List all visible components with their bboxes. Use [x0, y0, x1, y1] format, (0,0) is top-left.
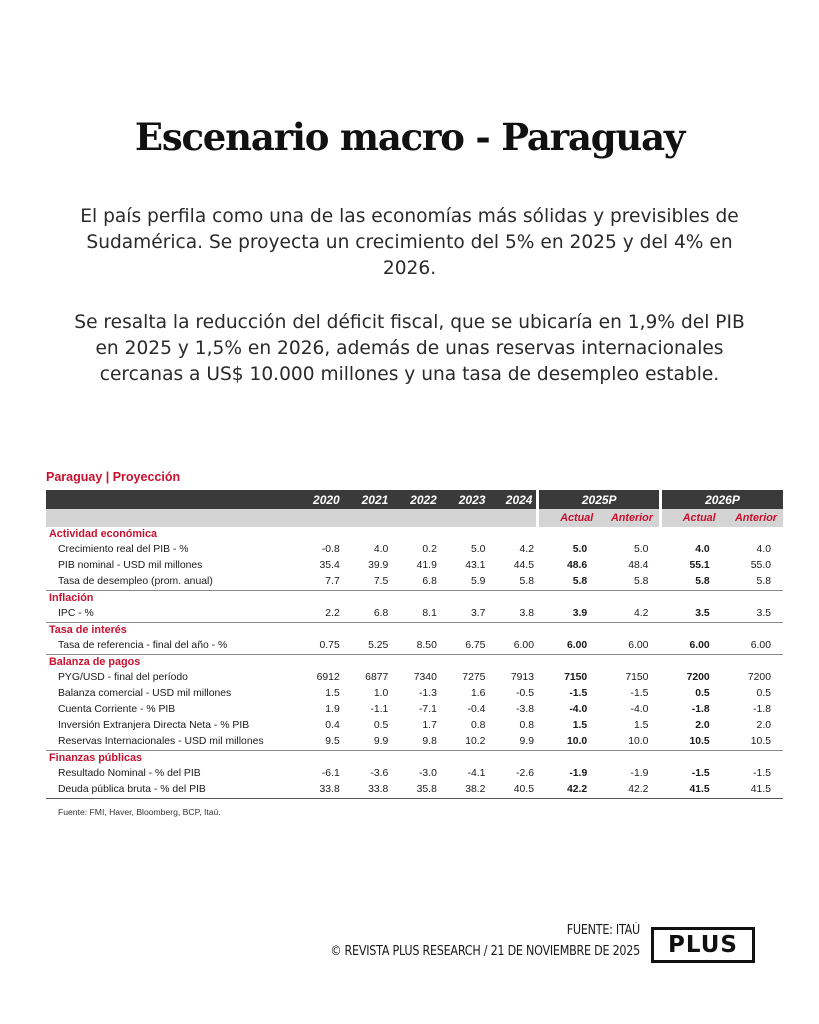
row-value: 6.00	[513, 640, 534, 651]
row-value: 6.8	[373, 608, 389, 619]
row-value: 7.5	[373, 576, 389, 587]
row-value: 48.6	[566, 560, 588, 571]
row-value: -1.8	[753, 704, 771, 715]
row-value: 4.0	[756, 544, 771, 555]
row-value: 0.2	[422, 544, 437, 555]
row-label: Deuda pública bruta - % del PIB	[46, 782, 295, 799]
row-value: 1.7	[422, 720, 437, 731]
row-value: 43.1	[465, 560, 486, 571]
table-source-note: Fuente: FMI, Haver, Bloomberg, BCP, Itaú.	[58, 807, 221, 817]
row-value: 4.0	[373, 544, 389, 555]
row-value: -1.8	[691, 704, 710, 715]
row-value: 0.5	[756, 688, 771, 699]
footer-source: FUENTE: ITAÚ	[566, 923, 640, 938]
row-value: 55.1	[689, 560, 710, 571]
row-value: 3.8	[519, 608, 534, 619]
intro-paragraph: El país perfila como una de las economías más sólidas y previsibles de Sudamérica. Se proyecta un crecimiento del 5% en 2025 y del 4% en 2026.	[80, 206, 739, 279]
row-value: 9.9	[519, 736, 534, 747]
row-value: 9.5	[325, 736, 340, 747]
row-value: 1.5	[634, 720, 649, 731]
row-value: 3.7	[470, 608, 486, 619]
section-name: Tasa de interés	[46, 623, 783, 639]
row-value: -1.5	[753, 768, 771, 779]
table-row	[46, 558, 783, 574]
row-label: PIB nominal - USD mil millones	[58, 560, 203, 571]
row-value: -1.3	[418, 688, 437, 699]
row-label: Tasa de referencia - final del año - %	[58, 640, 228, 651]
row-value: 33.8	[344, 782, 393, 799]
section-name: Actividad económica	[49, 528, 158, 540]
table-row	[46, 686, 783, 702]
row-value: 6877	[365, 672, 389, 683]
row-value: 1.5	[572, 720, 588, 731]
row-value: 4.2	[519, 544, 534, 555]
subheader-actual: Actual	[538, 509, 599, 527]
row-value: -3.8	[516, 704, 534, 715]
header-blank	[46, 490, 295, 509]
row-value: 1.6	[470, 688, 486, 699]
row-value: 2.2	[325, 608, 340, 619]
header-row-subheaders	[46, 509, 783, 527]
subheader-anterior: Anterior	[599, 509, 660, 527]
row-value: -3.0	[418, 768, 437, 779]
row-value: 10.0	[628, 736, 649, 747]
header-year: 2021	[344, 490, 393, 509]
fiscal-paragraph: Se resalta la reducción del déficit fiscal, que se ubicaría en 1,9% del PIB en 2025 y 1,5% en 2026, además de unas reservas internacionales cercanas a US$ 10.000 millones y una tasa de desempleo estable.	[74, 312, 745, 385]
row-value: 5.8	[695, 576, 710, 587]
row-value: 5.0	[572, 544, 588, 555]
table-title: Paraguay | Proyección	[46, 470, 181, 484]
row-value: 7200	[686, 672, 710, 683]
row-value: 41.5	[722, 782, 783, 799]
row-value: 4.0	[695, 544, 710, 555]
row-value: -0.8	[321, 544, 340, 555]
header-year: 2020	[295, 490, 344, 509]
subheader-blank	[46, 509, 538, 527]
row-value: 10.2	[465, 736, 486, 747]
table-row	[46, 670, 783, 686]
projection-table-container	[46, 490, 783, 799]
footer-credit: © REVISTA PLUS RESEARCH / 21 DE NOVIEMBRE DE 2025	[330, 944, 640, 959]
row-value: 3.5	[695, 608, 710, 619]
row-value: 6.75	[465, 640, 486, 651]
row-value: 5.8	[634, 576, 649, 587]
row-value: 6.00	[566, 640, 588, 651]
row-value: 5.0	[634, 544, 649, 555]
row-value: 41.9	[416, 560, 437, 571]
row-value: 6.00	[628, 640, 649, 651]
row-value: 8.1	[422, 608, 437, 619]
subheader-anterior: Anterior	[722, 509, 783, 527]
row-value: -6.1	[321, 768, 340, 779]
row-value: 10.5	[689, 736, 710, 747]
table-row	[46, 734, 783, 751]
row-value: 0.5	[373, 720, 389, 731]
row-label: IPC - %	[58, 608, 94, 619]
row-value: 1.0	[373, 688, 389, 699]
row-value: 44.5	[513, 560, 534, 571]
table-row	[46, 638, 783, 655]
row-value: 0.5	[695, 688, 710, 699]
row-label: Cuenta Corriente - % PIB	[58, 704, 176, 715]
row-value: 5.8	[756, 576, 771, 587]
row-value: 10.0	[566, 736, 588, 747]
row-value: 7275	[462, 672, 486, 683]
plus-logo: PLUS	[651, 927, 755, 963]
table-row	[46, 574, 783, 591]
row-value: 6.00	[750, 640, 771, 651]
table-body	[46, 527, 783, 799]
row-value: 10.5	[750, 736, 771, 747]
section-header	[46, 655, 783, 671]
row-value: 7.7	[325, 576, 340, 587]
header-year: 2023	[441, 490, 490, 509]
page-title: Escenario macro - Paraguay	[134, 115, 685, 159]
row-value: 42.2	[538, 782, 599, 799]
row-value: 39.9	[368, 560, 389, 571]
row-value: 6.8	[422, 576, 437, 587]
row-value: 1.5	[325, 688, 340, 699]
row-value: 48.4	[628, 560, 649, 571]
section-name: Finanzas públicas	[46, 751, 783, 767]
row-value: 7913	[510, 672, 534, 683]
row-value: 2.0	[695, 720, 710, 731]
row-value: 5.25	[368, 640, 389, 651]
row-value: 0.75	[319, 640, 340, 651]
projection-table	[46, 490, 783, 799]
header-year: 2022	[392, 490, 441, 509]
row-value: 4.2	[634, 608, 649, 619]
row-label: PYG/USD - final del período	[58, 672, 188, 683]
row-value: -1.1	[370, 704, 389, 715]
row-value: 40.5	[489, 782, 538, 799]
section-header	[46, 591, 783, 607]
row-label: Crecimiento real del PIB - %	[58, 544, 189, 555]
row-value: 0.8	[519, 720, 534, 731]
table-row	[46, 782, 783, 799]
row-value: -3.6	[370, 768, 389, 779]
table-row	[46, 718, 783, 734]
row-value: 35.4	[319, 560, 340, 571]
header-group-2026: 2026P	[660, 490, 783, 509]
row-value: 9.9	[373, 736, 389, 747]
row-value: 7150	[625, 672, 649, 683]
row-value: -1.5	[691, 768, 710, 779]
row-value: 55.0	[750, 560, 771, 571]
table-row	[46, 606, 783, 623]
row-label: Inversión Extranjera Directa Neta - % PIB	[58, 720, 250, 731]
row-value: 7200	[747, 672, 771, 683]
header-row-years	[46, 490, 783, 509]
section-header	[46, 623, 783, 639]
row-value: 5.8	[519, 576, 534, 587]
row-value: 8.50	[416, 640, 437, 651]
row-value: -0.4	[467, 704, 486, 715]
row-value: -7.1	[418, 704, 437, 715]
row-value: -1.9	[630, 768, 649, 779]
row-value: 7150	[564, 672, 588, 683]
row-value: -1.9	[569, 768, 588, 779]
row-value: -4.0	[630, 704, 649, 715]
row-value: 38.2	[441, 782, 490, 799]
table-row	[46, 542, 783, 558]
row-value: -4.1	[467, 768, 486, 779]
section-name: Inflación	[46, 591, 783, 607]
row-value: 5.0	[470, 544, 486, 555]
row-label: Tasa de desempleo (prom. anual)	[58, 576, 213, 587]
row-value: 3.9	[572, 608, 588, 619]
header-group-2025: 2025P	[538, 490, 660, 509]
row-value: 33.8	[295, 782, 344, 799]
row-value: 1.9	[325, 704, 340, 715]
row-value: 7340	[413, 672, 437, 683]
row-value: -4.0	[569, 704, 588, 715]
row-value: 41.5	[660, 782, 721, 799]
subheader-actual: Actual	[660, 509, 721, 527]
row-value: 6.00	[689, 640, 710, 651]
row-value: -2.6	[516, 768, 534, 779]
table-row	[46, 702, 783, 718]
section-name: Balanza de pagos	[46, 655, 783, 671]
table-row	[46, 766, 783, 782]
row-value: 0.8	[470, 720, 486, 731]
section-header	[46, 751, 783, 767]
row-label: Balanza comercial - USD mil millones	[58, 688, 232, 699]
row-label: Reservas Internacionales - USD mil millones	[58, 736, 264, 747]
row-value: -1.5	[569, 688, 588, 699]
row-value: -0.5	[516, 688, 534, 699]
row-value: 5.8	[572, 576, 588, 587]
header-year: 2024	[489, 490, 538, 509]
row-value: 35.8	[392, 782, 441, 799]
row-value: 6912	[316, 672, 340, 683]
row-value: 5.9	[470, 576, 486, 587]
row-value: 9.8	[422, 736, 437, 747]
row-value: 0.4	[325, 720, 340, 731]
row-label: Resultado Nominal - % del PIB	[58, 768, 201, 779]
row-value: 42.2	[599, 782, 660, 799]
section-header	[46, 527, 783, 542]
row-value: 2.0	[756, 720, 771, 731]
row-value: -1.5	[630, 688, 649, 699]
row-value: 3.5	[756, 608, 771, 619]
